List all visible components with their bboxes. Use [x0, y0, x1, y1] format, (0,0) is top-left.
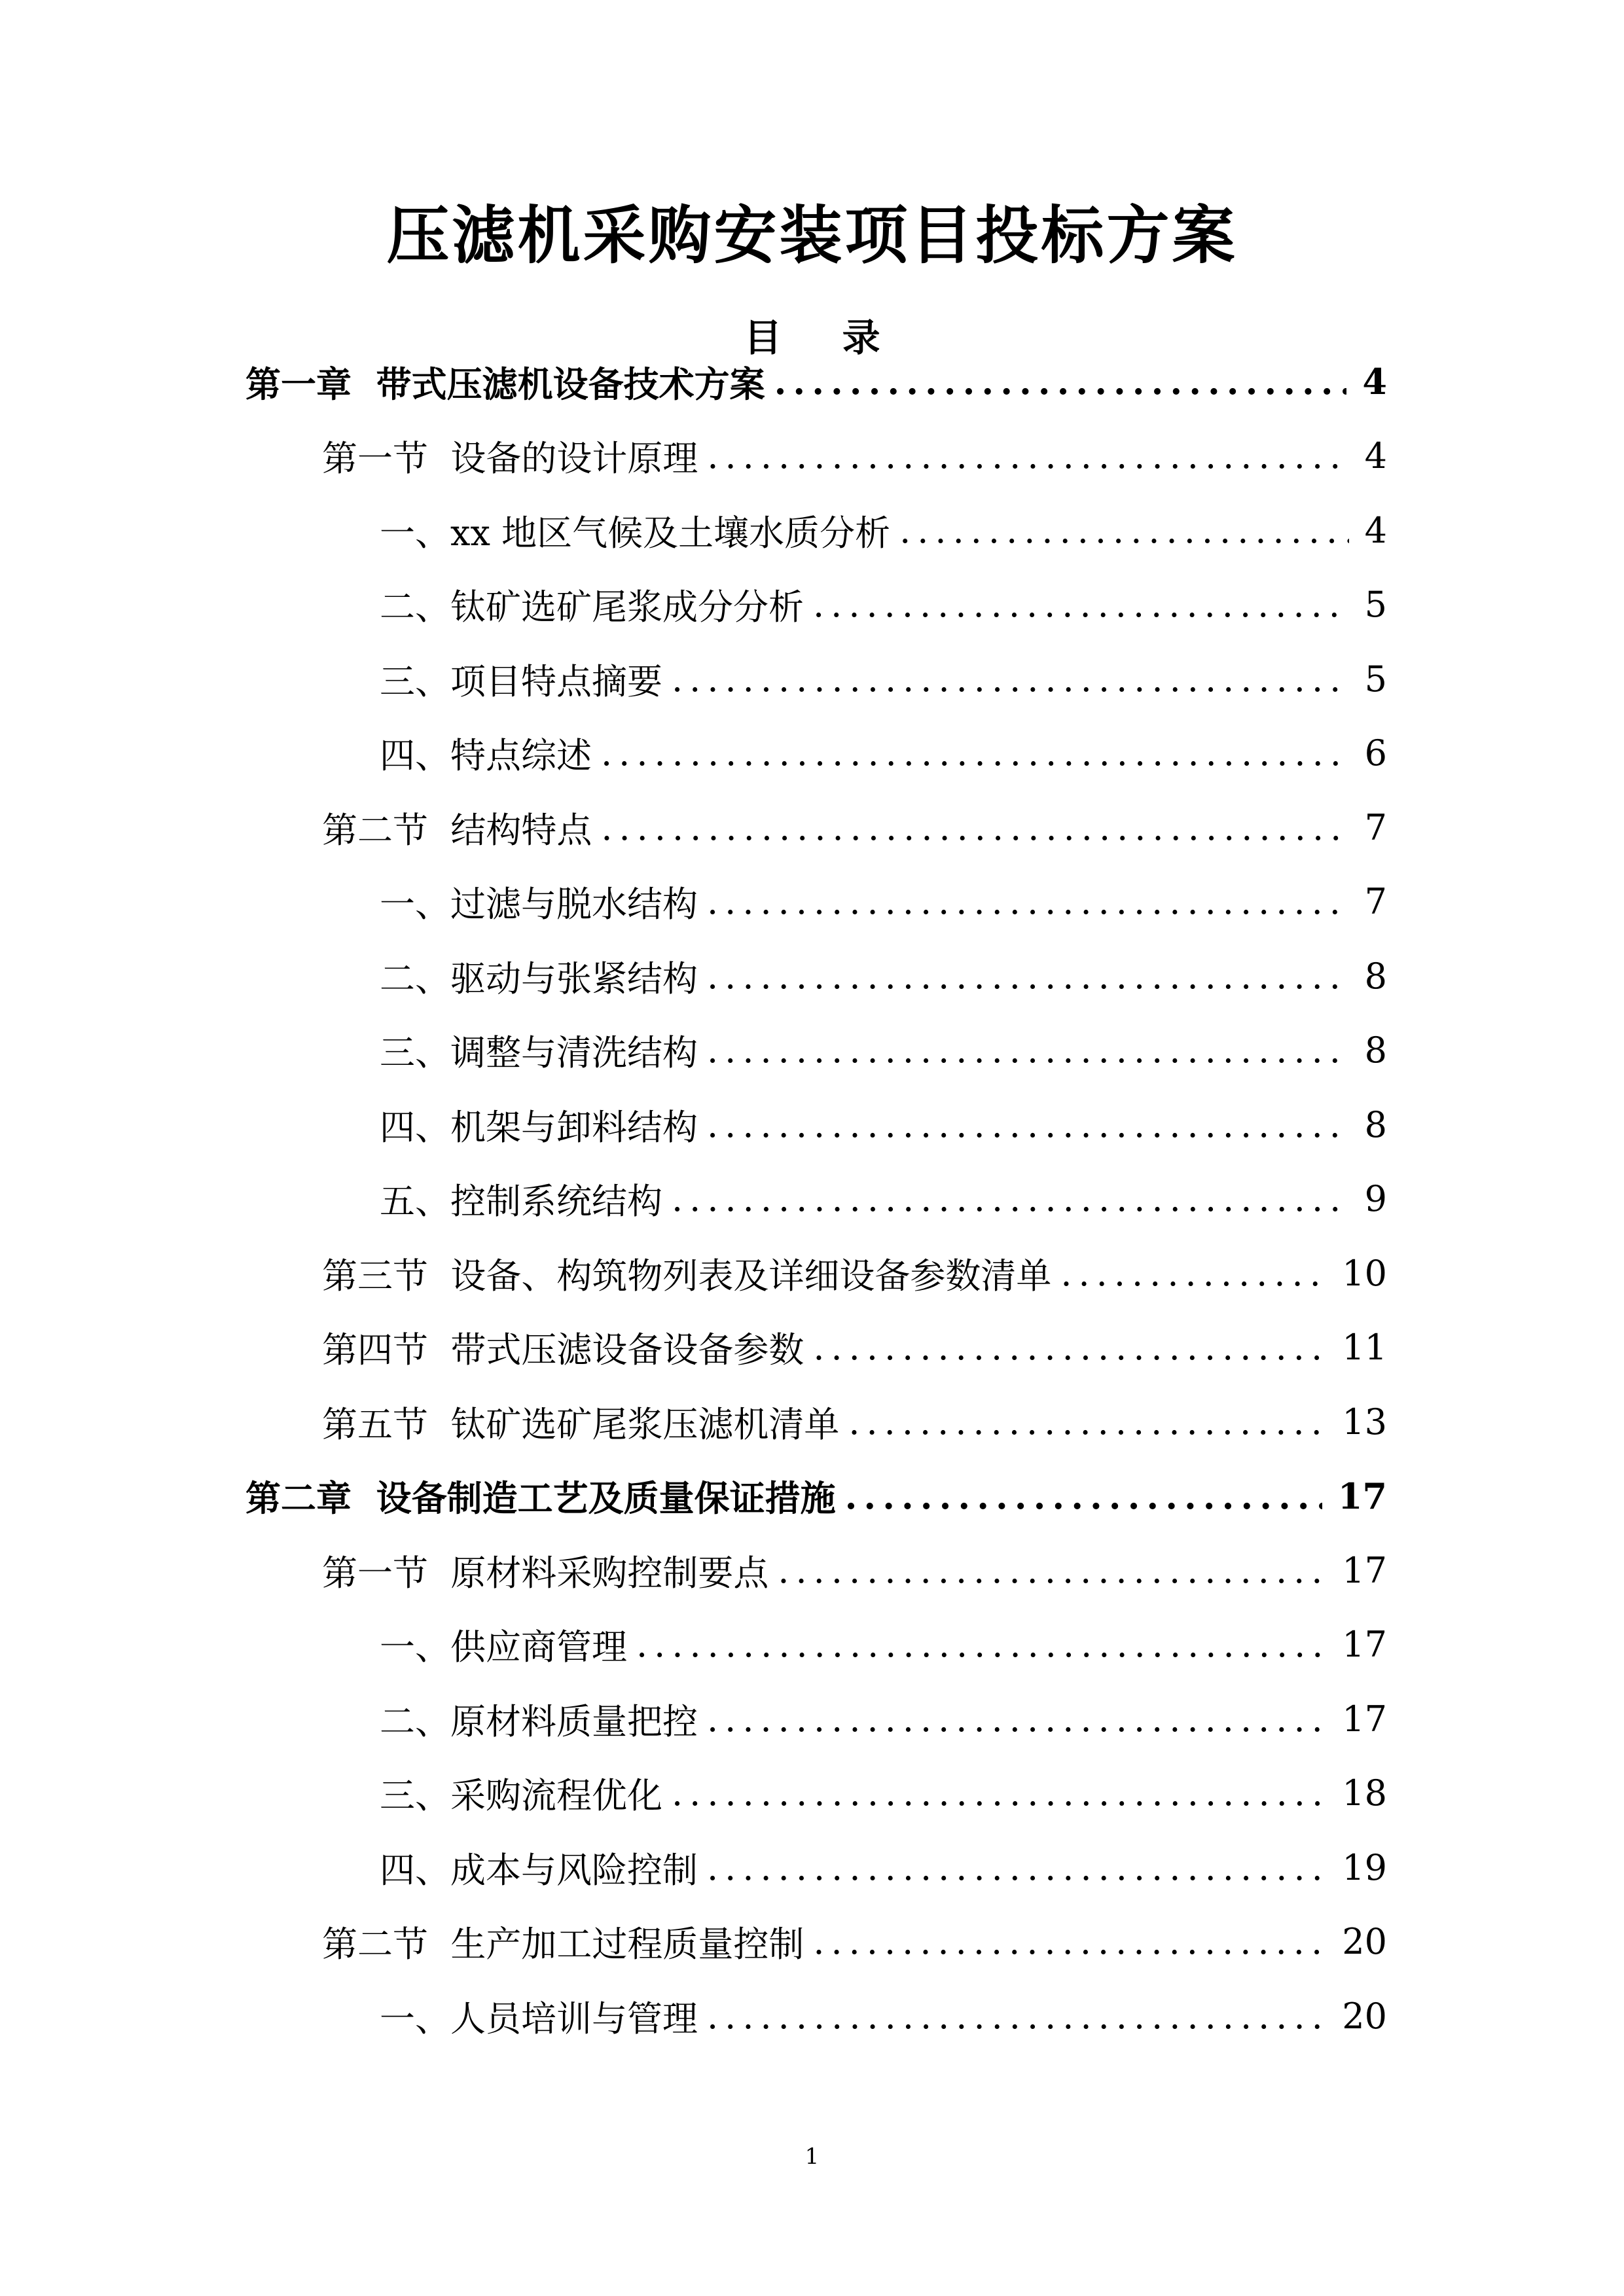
toc-dot-leader: [899, 510, 1349, 551]
toc-entry-label: 四、特点综述: [380, 735, 592, 776]
toc-entry[interactable]: [322, 1240, 1387, 1306]
toc-dot-leader: [813, 584, 1349, 625]
toc-entry-page: 9: [1364, 1178, 1387, 1219]
toc-entry-label: 五、控制系统结构: [380, 1181, 662, 1222]
toc-entry-label: 三、项目特点摘要: [380, 660, 662, 702]
toc-entry-label: 第二节 生产加工过程质量控制: [322, 1924, 804, 1965]
toc-entry[interactable]: [380, 1612, 1387, 1677]
toc-entry-page: 5: [1364, 658, 1387, 700]
toc-entry-label: 三、调整与清洗结构: [380, 1032, 698, 1073]
toc-entry[interactable]: [380, 1018, 1387, 1083]
toc-dot-leader: [707, 881, 1349, 922]
toc-entry-page: 13: [1342, 1401, 1387, 1443]
toc-dot-leader: [707, 1030, 1349, 1071]
toc-heading: 目 录: [744, 315, 904, 360]
toc-entry-label: 第五节 钛矿选矿尾浆压滤机清单: [322, 1403, 840, 1445]
toc-entry[interactable]: [380, 869, 1387, 935]
toc-entry-page: 17: [1342, 1549, 1387, 1591]
toc-entry-page: 4: [1364, 509, 1387, 551]
toc-entry-label: 一、人员培训与管理: [380, 1998, 698, 2039]
toc-entry-page: 17: [1337, 1475, 1387, 1517]
document-title: 压滤机采购安装项目投标方案: [386, 198, 1238, 272]
toc-dot-leader: [601, 732, 1349, 774]
page-number: 1: [804, 2144, 820, 2170]
toc-entry-label: 二、驱动与张紧结构: [380, 958, 698, 999]
toc-dot-leader: [707, 956, 1349, 997]
toc-entry-page: 7: [1364, 806, 1387, 848]
toc-entry-page: 7: [1364, 881, 1387, 922]
toc-entry-label: 一、xx 地区气候及土壤水质分析: [380, 512, 891, 554]
toc-entry[interactable]: [380, 1166, 1387, 1232]
toc-entry-page: 17: [1342, 1624, 1387, 1665]
toc-entry[interactable]: [380, 943, 1387, 1009]
toc-entry-label: 第一节 设备的设计原理: [322, 438, 698, 479]
toc-entry[interactable]: [380, 1761, 1387, 1826]
toc-dot-leader: [707, 435, 1348, 476]
toc-dot-leader: [707, 1996, 1326, 2037]
toc-dot-leader: [672, 1178, 1349, 1219]
toc-entry[interactable]: [380, 497, 1387, 563]
toc-dot-leader: [848, 1401, 1326, 1443]
toc-entry-page: 4: [1362, 361, 1387, 403]
toc-entry[interactable]: [380, 1835, 1387, 1900]
toc-entry[interactable]: [380, 1686, 1387, 1751]
toc-entry-page: 8: [1364, 955, 1387, 997]
toc-entry-label: 二、钛矿选矿尾浆成分分析: [380, 586, 804, 628]
toc-entry-page: 17: [1342, 1698, 1387, 1740]
toc-entry-label: 第二节 结构特点: [322, 809, 592, 851]
toc-entry-page: 8: [1364, 1103, 1387, 1145]
toc-dot-leader: [774, 361, 1347, 403]
toc-entry-page: 20: [1342, 1995, 1387, 2037]
toc-entry-page: 18: [1342, 1772, 1387, 1814]
toc-entry-label: 二、原材料质量把控: [380, 1700, 698, 1742]
toc-dot-leader: [813, 1327, 1326, 1368]
toc-dot-leader: [1060, 1253, 1326, 1294]
toc-entry-label: 第二章 设备制造工艺及质量保证措施: [245, 1477, 836, 1519]
toc-entry[interactable]: [322, 1909, 1387, 1975]
toc-entry-label: 第一章 带式压滤机设备技术方案: [245, 363, 765, 405]
toc-entry[interactable]: [322, 795, 1387, 860]
toc-entry[interactable]: [245, 349, 1387, 414]
toc-dot-leader: [707, 1698, 1326, 1740]
toc-entry-page: 20: [1342, 1921, 1387, 1962]
toc-entry[interactable]: [322, 1389, 1387, 1454]
toc-dot-leader: [636, 1624, 1326, 1665]
toc-entry-label: 四、机架与卸料结构: [380, 1106, 698, 1148]
toc-entry-label: 四、成本与风险控制: [380, 1849, 698, 1891]
toc-entry-label: 第四节 带式压滤设备设备参数: [322, 1329, 804, 1371]
toc-dot-leader: [707, 1104, 1349, 1145]
toc-entry-page: 11: [1342, 1327, 1387, 1368]
toc-entry-page: 5: [1364, 584, 1387, 625]
toc-entry[interactable]: [322, 423, 1387, 489]
toc-entry-page: 19: [1342, 1846, 1387, 1888]
toc-entry-label: 一、过滤与脱水结构: [380, 884, 698, 925]
toc-dot-leader: [707, 1847, 1326, 1888]
toc-entry[interactable]: [380, 1983, 1387, 2049]
toc-entry-page: 8: [1364, 1030, 1387, 1071]
toc-entry-label: 第三节 设备、构筑物列表及详细设备参数清单: [322, 1255, 1052, 1297]
toc-entry-page: 4: [1364, 435, 1387, 476]
toc-entry-label: 一、供应商管理: [380, 1626, 627, 1668]
toc-entry[interactable]: [322, 1537, 1387, 1603]
toc-dot-leader: [672, 658, 1349, 700]
toc-entry[interactable]: [380, 646, 1387, 711]
toc-dot-leader: [845, 1475, 1322, 1517]
toc-entry[interactable]: [245, 1463, 1387, 1529]
toc-entry[interactable]: [322, 1315, 1387, 1380]
toc-entry-page: 10: [1342, 1252, 1387, 1294]
toc-entry[interactable]: [380, 1092, 1387, 1157]
toc-entry[interactable]: [380, 721, 1387, 786]
toc-dot-leader: [813, 1921, 1326, 1962]
toc-dot-leader: [778, 1550, 1326, 1591]
toc-entry-label: 三、采购流程优化: [380, 1775, 662, 1816]
toc-entry[interactable]: [380, 572, 1387, 637]
toc-entry-page: 6: [1364, 732, 1387, 774]
toc-dot-leader: [672, 1772, 1326, 1814]
toc-entry-label: 第一节 原材料采购控制要点: [322, 1552, 769, 1594]
toc-dot-leader: [601, 807, 1348, 848]
